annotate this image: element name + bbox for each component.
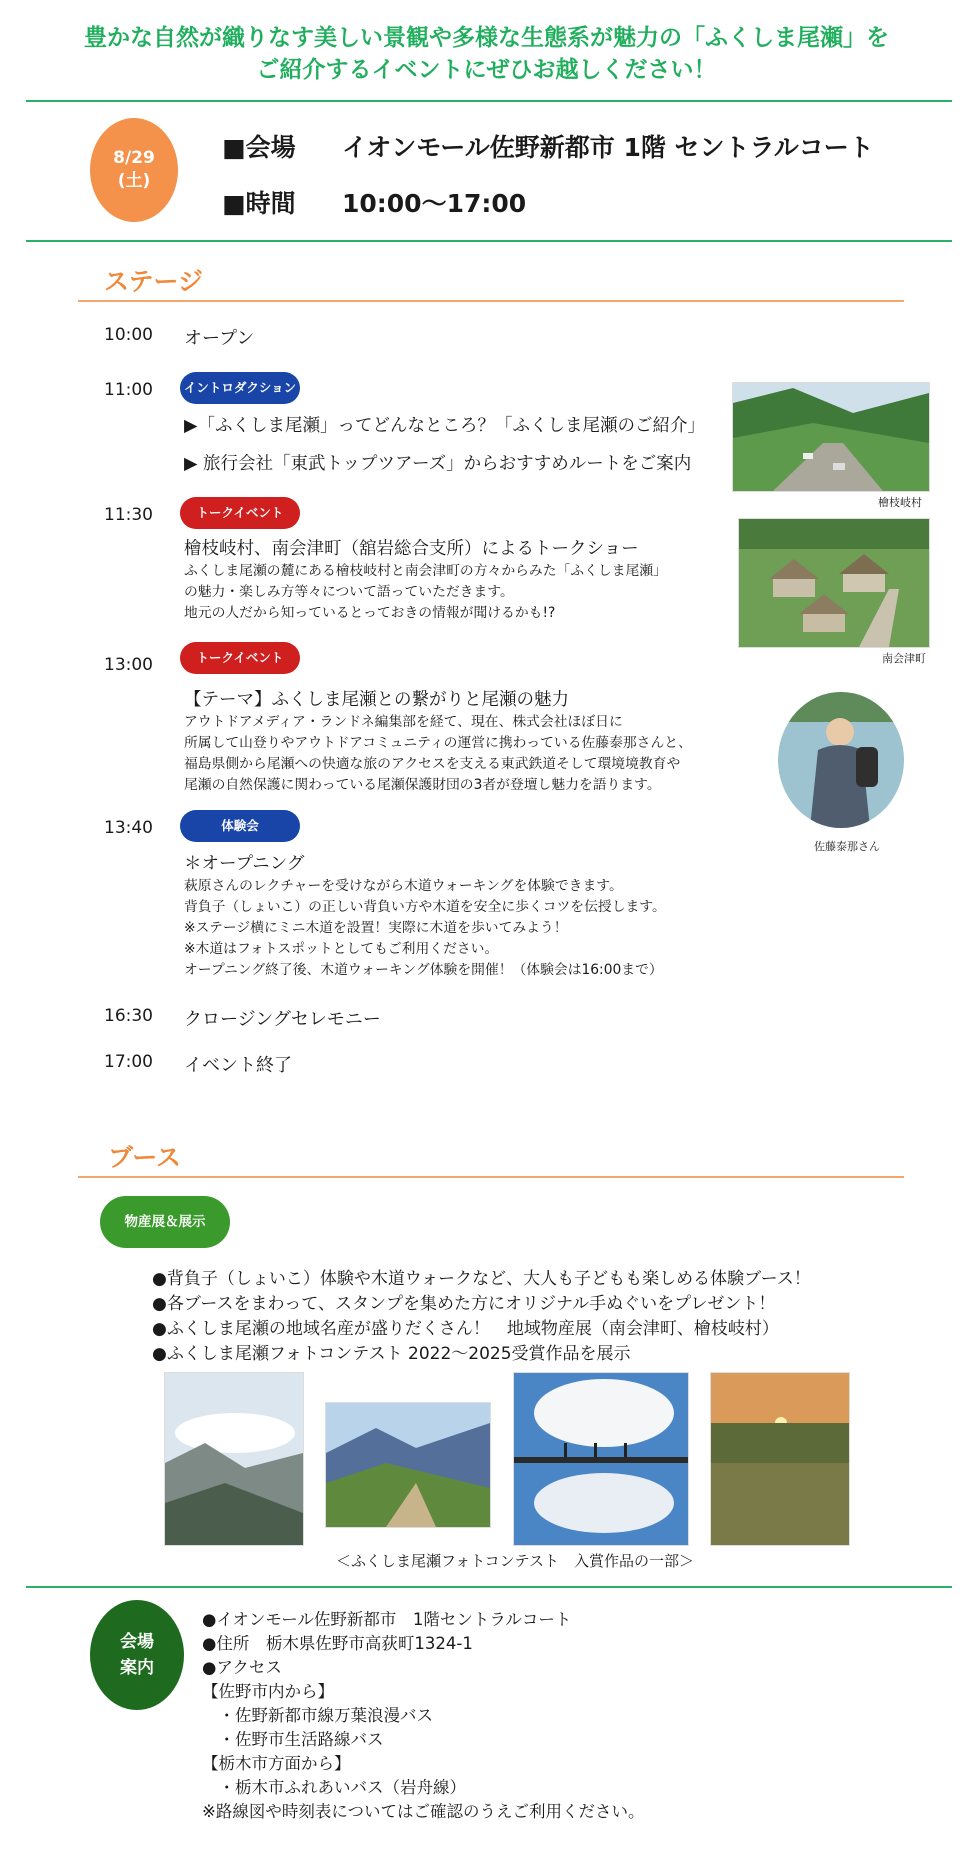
photo-caption-hinoemata: 檜枝岐村 (878, 496, 922, 509)
experience-line-1: 萩原さんのレクチャーを受けながら木道ウォーキングを体験できます。 (184, 878, 623, 894)
divider (26, 240, 952, 242)
access-line-6: ・佐野市生活路線バス (202, 1730, 384, 1749)
talk1-heading: 檜枝岐村、南会津町（舘岩総合支所）によるトークショー (184, 539, 639, 559)
time-11-30: 11:30 (104, 505, 153, 525)
access-line-4: 【佐野市内から】 (202, 1682, 334, 1701)
booth-line-1: ●背負子（しょいこ）体験や木道ウォークなど、大人も子どもも楽しめる体験ブース！ (152, 1269, 811, 1289)
experience-line-3: ※ステージ横にミニ木道を設置！実際に木道を歩いてみよう！ (184, 920, 568, 936)
time-11-00: 11:00 (104, 380, 153, 400)
event-end: イベント終了 (184, 1055, 292, 1076)
headline (0, 22, 973, 86)
experience-heading: ＊オープニング (184, 854, 305, 874)
minamiaizu-town-photo (738, 518, 930, 648)
access-badge-line-1: 会場 (120, 1632, 154, 1652)
hinoemata-village-photo (732, 382, 930, 492)
stage-rule (78, 300, 904, 302)
venue-label: ■会場 (222, 133, 296, 162)
talk2-line-1: アウトドアメディア・ランドネ編集部を経て、現在、株式会社ほぼ日に (184, 714, 623, 730)
booth-line-2: ●各ブースをまわって、スタンプを集めた方にオリジナル手ぬぐいをプレゼント！ (152, 1294, 776, 1314)
access-line-2: ●住所 栃木県佐野市高荻町1324-1 (202, 1634, 473, 1653)
experience-line-4: ※木道はフォトスポットとしてもご利用ください。 (184, 941, 499, 957)
access-line-9: ※路線図や時刻表についてはご確認のうえご利用ください。 (202, 1802, 645, 1821)
booth-line-3: ●ふくしま尾瀬の地域名産が盛りだくさん！ 地域物産展（南会津町、檜枝岐村） (152, 1319, 779, 1339)
photo-caption-sato: 佐藤泰那さん (814, 840, 880, 853)
booth-line-4: ●ふくしま尾瀬フォトコンテスト 2022〜2025受賞作品を展示 (152, 1344, 631, 1364)
intro-line-1: ▶「ふくしま尾瀬」ってどんなところ？「ふくしま尾瀬のご紹介」 (184, 416, 705, 436)
closing-ceremony: クロージングセレモニー (184, 1009, 381, 1030)
intro-line-2: ▶ 旅行会社「東武トップツアーズ」からおすすめルートをご案内 (184, 454, 692, 474)
access-line-3: ●アクセス (202, 1658, 282, 1677)
talk1-line-2: の魅力・楽しみ方等々について語っていただきます。 (184, 584, 514, 600)
divider (26, 100, 952, 102)
weekday: (土) (117, 171, 151, 191)
access-line-5: ・佐野新都市線万葉浪漫バス (202, 1706, 433, 1725)
time-13-00: 13:00 (104, 655, 153, 675)
access-line-1: ●イオンモール佐野新都市 1階セントラルコート (202, 1610, 572, 1629)
badge-experience: 体験会 (180, 810, 300, 842)
contest-photo-1 (164, 1372, 304, 1546)
date-badge (90, 118, 178, 222)
access-badge (90, 1600, 184, 1710)
access-line-8: ・栃木市ふれあいバス（岩舟線） (202, 1778, 466, 1797)
booth-title: ブース (108, 1143, 182, 1172)
time-label: ■時間 (222, 189, 296, 218)
contest-photo-3 (513, 1372, 689, 1546)
badge-talk-event: トークイベント (180, 497, 300, 529)
time-13-40: 13:40 (104, 818, 153, 838)
sato-portrait-photo (778, 692, 904, 828)
experience-line-2: 背負子（しょいこ）の正しい背負い方や木道を安全に歩くコツを伝授します。 (184, 899, 666, 915)
talk2-line-2: 所属して山登りやアウトドアコミュニティの運営に携わっている佐藤泰那さんと、 (184, 735, 692, 751)
booth-badge: 物産展＆展示 (100, 1196, 230, 1248)
date: 8/29 (113, 148, 155, 168)
access-badge-line-2: 案内 (120, 1658, 154, 1678)
contest-photo-caption: ＜ふくしま尾瀬フォトコンテスト 入賞作品の一部＞ (336, 1552, 695, 1570)
talk2-line-4: 尾瀬の自然保護に関わっている尾瀬保護財団の3者が登壇し魅力を語ります。 (184, 777, 661, 793)
headline-line-2: ご紹介するイベントにぜひお越しください！ (256, 57, 717, 83)
photo-caption-minamiaizu: 南会津町 (882, 652, 926, 665)
talk1-line-3: 地元の人だから知っているとっておきの情報が聞けるかも!? (184, 605, 556, 621)
talk2-line-3: 福島県側から尾瀬への快適な旅のアクセスを支える東武鉄道そして環境境教育や (184, 756, 681, 772)
divider (26, 1586, 952, 1588)
badge-talk-event: トークイベント (180, 642, 300, 674)
time-value: 10:00〜17:00 (342, 189, 527, 218)
time-10-00: 10:00 (104, 325, 153, 345)
access-line-7: 【栃木市方面から】 (202, 1754, 351, 1773)
talk1-line-1: ふくしま尾瀬の麓にある檜枝岐村と南会津町の方々からみた「ふくしま尾瀬」 (184, 563, 667, 579)
badge-introduction: イントロダクション (180, 372, 300, 404)
headline-line-1: 豊かな自然が織りなす美しい景観や多様な生態系が魅力の「ふくしま尾瀬」を (84, 25, 889, 51)
stage-title: ステージ (104, 267, 204, 296)
booth-rule (78, 1176, 904, 1178)
experience-line-5: オープニング終了後、木道ウォーキング体験を開催！（体験会は16:00まで） (184, 962, 663, 978)
contest-photo-2 (325, 1402, 491, 1528)
time-16-30: 16:30 (104, 1006, 153, 1026)
time-17-00: 17:00 (104, 1052, 153, 1072)
contest-photo-4 (710, 1372, 850, 1546)
stage-open: オープン (184, 328, 255, 349)
venue-value: イオンモール佐野新都市 1階 セントラルコート (342, 133, 874, 162)
talk2-heading: 【テーマ】ふくしま尾瀬との繋がりと尾瀬の魅力 (184, 690, 569, 710)
